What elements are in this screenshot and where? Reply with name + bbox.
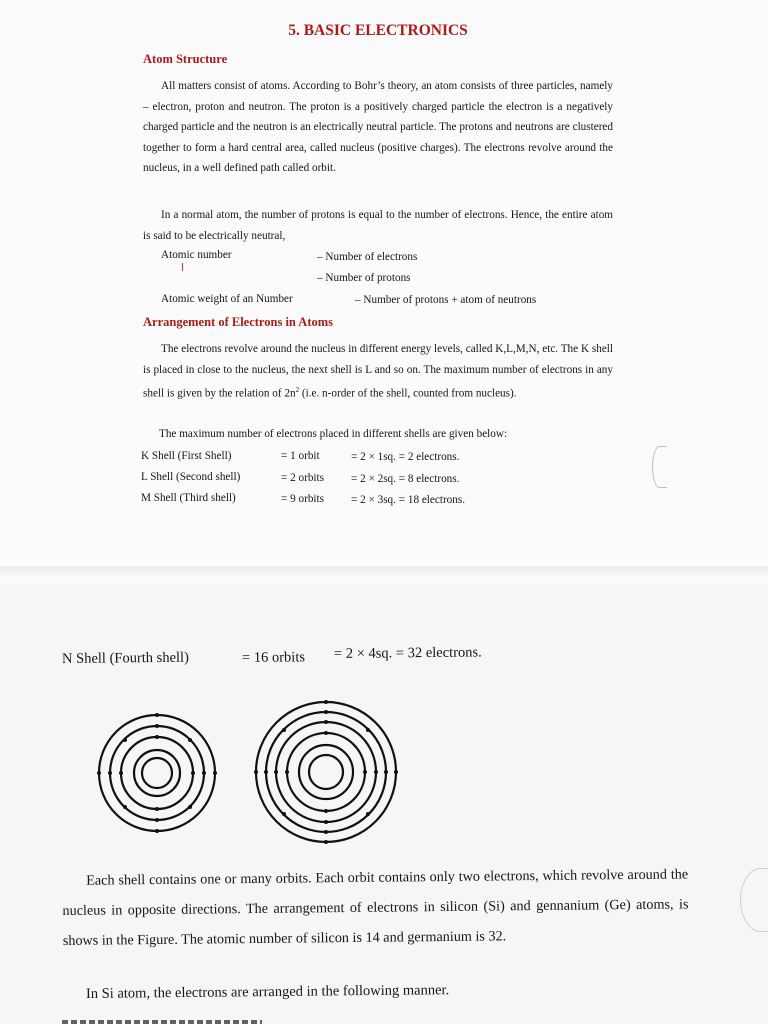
shell-electrons: = 2 × 2sq. = 8 electrons. <box>351 473 460 485</box>
shell-orbits: = 2 orbits <box>281 472 324 484</box>
n-shell-name: N Shell (Fourth shell) <box>61 649 189 667</box>
atomic-weight-label: Atomic weight of an Number <box>161 293 293 305</box>
germanium-electron-dots <box>254 700 398 844</box>
red-pen-mark <box>182 263 183 271</box>
atom-structure-paragraph: All matters consist of atoms. According to Bohr’s theory, an atom consists of three particles, namely – electron, proton and neutron. The proton is a positively charged particle the electron is a negatively charged particle and the neutron is an electrically neutral particle. The protons and neutrons are clustered together to form a hard central area, called nucleus (positive charges). The electrons revolve around the nucleus, in a well defined path called orbit. <box>143 80 613 175</box>
shell-electrons: = 2 × 3sq. = 18 electrons. <box>351 494 466 506</box>
shell-name: L Shell (Second shell) <box>141 471 241 483</box>
silicon-atom-diagram <box>99 715 215 831</box>
atomic-weight-def: – Number of protons + atom of neutrons <box>355 294 537 306</box>
atomic-number-def-protons: – Number of protons <box>317 272 411 284</box>
n-shell-orbits: = 16 orbits <box>241 649 306 666</box>
shell-electrons: = 2 × 1sq. = 2 electrons. <box>351 451 460 463</box>
shell-name: M Shell (Third shell) <box>141 492 236 504</box>
neutral-atom-paragraph: In a normal atom, the number of protons is equal to the number of electrons. Hence, the entire atom is said to be electrically neutral, <box>143 209 613 242</box>
cut-off-text-line <box>62 1016 262 1024</box>
shells-intro: The maximum number of electrons placed in different shells are given below: <box>159 428 508 440</box>
orbits-paragraph: Each shell contains one or many orbits. Each orbit contains only two electrons, which revolve around the nucleus in opposite directions. The arrangement of electrons in silicon (Si) and gennanium (Ge) atoms, is shows in the Figure. The atomic number of silicon is 14 and germanium is 32. <box>62 866 689 949</box>
atomic-number-label: Atomic number <box>161 249 232 261</box>
shell-name: K Shell (First Shell) <box>141 450 232 462</box>
atomic-number-def-electrons: – Number of electrons <box>317 251 418 263</box>
binder-hole-mark <box>652 446 667 488</box>
shell-orbits: = 1 orbit <box>281 450 320 462</box>
si-arrangement-line: In Si atom, the electrons are arranged in the following manner. <box>85 982 450 1002</box>
silicon-electron-dots <box>97 713 217 833</box>
atom-shell-diagrams <box>90 690 420 860</box>
arrangement-paragraph: The electrons revolve around the nucleus in different energy levels, called K,L,M,N, etc. The K shell is placed in close to the nucleus, the next shell is L and so on. The maximum number of electrons in any shell is given by the relation of $2n^2$ (i.e. n-order of the shell, counted from nucleus). <box>143 343 613 400</box>
chapter-title: 5. BASIC ELECTRONICS <box>288 22 468 39</box>
shell-orbits: = 9 orbits <box>281 493 324 505</box>
section-heading-arrangement: Arrangement of Electrons in Atoms <box>143 315 334 329</box>
n-shell-electrons: = 2 × 4sq. = 32 electrons. <box>333 644 482 662</box>
section-heading-atom-structure: Atom Structure <box>143 52 228 66</box>
